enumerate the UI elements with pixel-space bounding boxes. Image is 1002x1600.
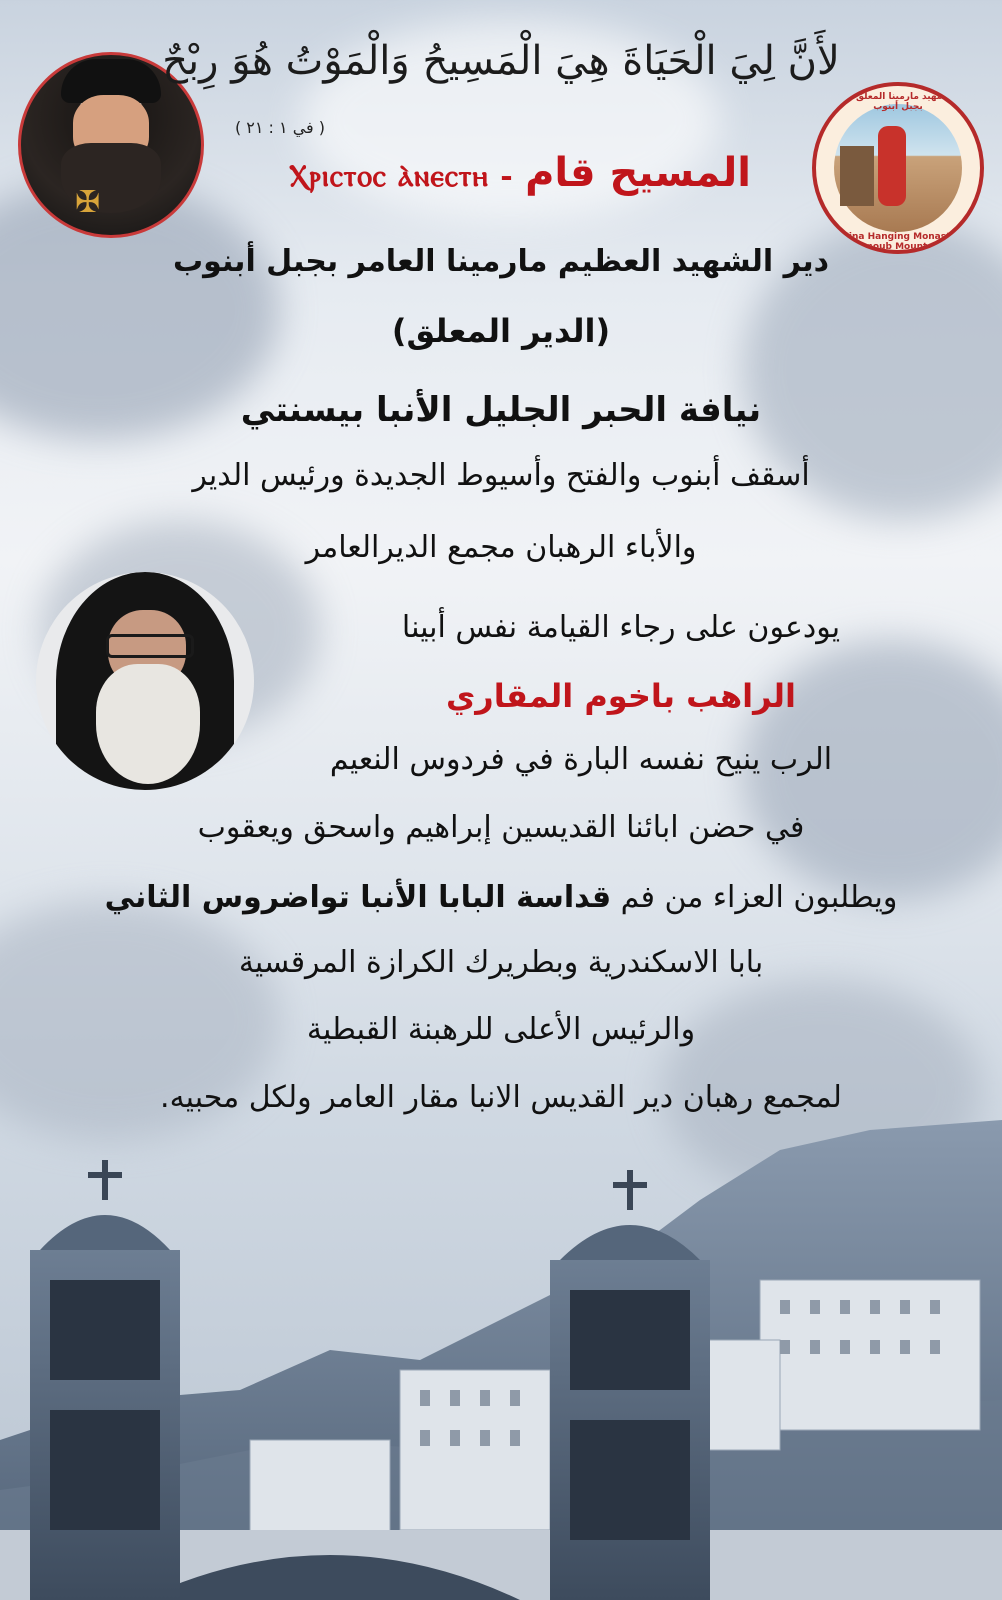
verse-reference: ( في ١ : ٢١ ) <box>234 118 326 137</box>
closing-line: لمجمع رهبان دير القديس الانبا مقار العامر ولكل محبيه. <box>160 1080 842 1115</box>
monastery-logo <box>812 82 984 254</box>
greeting-coptic: Ⲭⲣⲓⲥⲧⲟⲥ ⲁ̀ⲛⲉⲥⲧⲏ <box>289 159 489 194</box>
monastery-scene <box>0 1110 1002 1600</box>
pope-title-1: بابا الاسكندرية وبطريرك الكرازة المرقسية <box>238 945 764 980</box>
bishop-title: أسقف أبنوب والفتح وأسيوط الجديدة ورئيس الدير <box>192 458 810 493</box>
resurrection-greeting <box>270 150 770 196</box>
pope-name: قداسة البابا الأنبا تواضروس الثاني <box>104 880 612 915</box>
greeting-separator: - <box>488 159 526 194</box>
logo-top-text: دير الشهيد مارمينا المعلق العامر بجبل أبنوب <box>826 92 970 112</box>
greeting-arabic: المسيح قام <box>525 150 751 196</box>
condolence-prefix: ويطلبون العزاء من فم <box>611 880 898 915</box>
prayer-line-1: الرب ينيح نفسه البارة في فردوس النعيم <box>329 742 833 777</box>
logo-bottom-text: St. Mina Hanging Monastery , Abnoub Mountain <box>822 232 974 252</box>
condolence-line <box>0 880 1002 915</box>
bishop-portrait: ✠ <box>18 52 204 238</box>
monks-line: والأباء الرهبان مجمع الديرالعامر <box>305 530 697 565</box>
prayer-line-2: في حضن ابائنا القديسين إبراهيم واسحق ويعقوب <box>197 810 805 845</box>
monastery-alias: (الدير المعلق) <box>391 312 611 350</box>
pope-title-2: والرئيس الأعلى للرهبنة القبطية <box>306 1012 696 1047</box>
monastery-name: دير الشهيد العظيم مارمينا العامر بجبل أبنوب <box>172 244 829 279</box>
bishop-name: نيافة الحبر الجليل الأنبا بيسنتي <box>240 390 762 430</box>
deceased-name: الراهب باخوم المقاري <box>445 677 797 715</box>
farewell-line: يودعون على رجاء القيامة نفس أبينا <box>401 610 841 645</box>
verse-text: لأَنَّ لِيَ الْحَيَاةَ هِيَ الْمَسِيحُ وَالْمَوْتُ هُوَ رِبْحٌ <box>162 38 840 84</box>
bell-tower-left <box>30 1160 180 1600</box>
